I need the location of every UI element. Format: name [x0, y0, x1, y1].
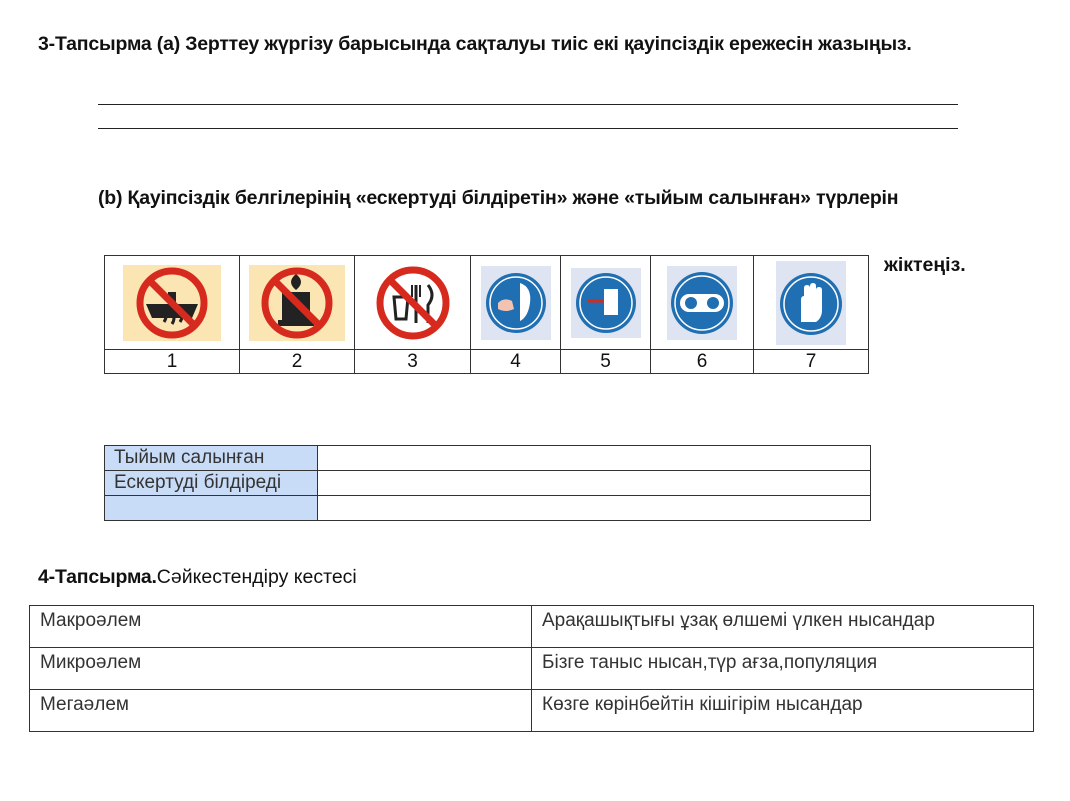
wear-goggles-sign-icon: [666, 265, 738, 341]
sign-number-5: 5: [561, 350, 651, 374]
part-b-text: (b) Қауіпсіздік белгілерінің «ескертуді білдіретін» және «тыйым салынған» түрлерін: [98, 187, 899, 209]
answer-line-2[interactable]: [98, 128, 958, 129]
match-right-3: Көзге көрінбейтін кішігірім нысандар: [532, 690, 1034, 732]
prohibited-answer-cell[interactable]: [318, 446, 871, 471]
no-open-flame-sign-icon: [248, 264, 346, 342]
match-left-1: Макроәлем: [30, 606, 532, 648]
empty-answer-cell[interactable]: [318, 496, 871, 521]
sign-cell-7: [754, 256, 869, 350]
empty-label-cell: [105, 496, 318, 521]
sign-cell-4: [471, 256, 561, 350]
match-right-2: Бізге таныс нысан,түр ағза,популяция: [532, 648, 1034, 690]
task4-title: [38, 566, 357, 589]
match-left-3: Мегаәлем: [30, 690, 532, 732]
match-left-2: Микроәлем: [30, 648, 532, 690]
warning-answer-cell[interactable]: [318, 471, 871, 496]
use-container-sign-icon: [570, 267, 642, 339]
safety-signs-table: [104, 255, 869, 374]
sign-number-1: 1: [105, 350, 240, 374]
classification-table: [104, 445, 871, 521]
matching-table: [29, 605, 1034, 732]
sign-cell-6: [651, 256, 754, 350]
no-heating-sign-icon: [122, 264, 222, 342]
match-right-1: Арақашықтығы ұзақ өлшемі үлкен нысандар: [532, 606, 1034, 648]
wear-gloves-sign-icon: [775, 260, 847, 346]
sign-number-4: 4: [471, 350, 561, 374]
task4-title-rest: Сәйкестендіру кестесі: [156, 566, 357, 588]
sign-number-7: 7: [754, 350, 869, 374]
sign-cell-5: [561, 256, 651, 350]
task4-title-bold: 4-Тапсырма.: [38, 566, 157, 588]
answer-line-1[interactable]: [98, 104, 958, 105]
task3-title: 3-Тапсырма (а) Зерттеу жүргізу барысында сақталуы тиіс екі қауіпсіздік ережесін жазыңыз.: [38, 33, 912, 55]
wash-face-sign-icon: [480, 265, 552, 341]
sign-cell-3: [355, 256, 471, 350]
no-eating-drinking-sign-icon: [368, 263, 458, 343]
sign-cell-1: [105, 256, 240, 350]
sign-number-3: 3: [355, 350, 471, 374]
part-b-continuation: жіктеңіз.: [884, 254, 966, 276]
sign-cell-2: [240, 256, 355, 350]
prohibited-label: Тыйым салынған: [105, 446, 318, 471]
sign-number-2: 2: [240, 350, 355, 374]
sign-number-6: 6: [651, 350, 754, 374]
warning-label: Ескертуді білдіреді: [105, 471, 318, 496]
